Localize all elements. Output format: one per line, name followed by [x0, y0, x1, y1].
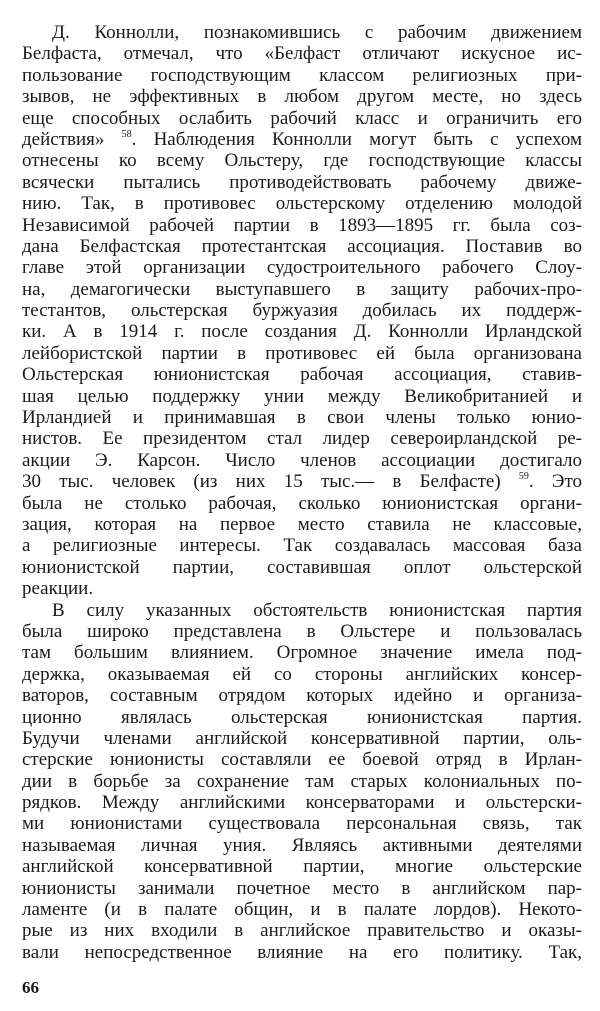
text-line: [22, 749, 582, 770]
text-line: [22, 621, 582, 642]
text-line: [22, 557, 582, 578]
text-line: [22, 878, 582, 899]
text-segment: дии в борьбе за сохранение там старых колониальных по-: [22, 770, 582, 792]
text-segment: юнионисты занимали почетное место в английском пар-: [22, 877, 582, 899]
text-line: [22, 450, 582, 471]
text-segment: стерские юнионисты составляли ее боевой отряд в Ирлан-: [22, 749, 582, 771]
text-line: [22, 685, 582, 706]
text-segment: В силу указанных обстоятельств юнионистская партия: [52, 599, 582, 621]
text-line: [22, 343, 582, 364]
text-line: [22, 835, 582, 856]
text-line: [22, 364, 582, 385]
text-segment: еще способных ослабить рабочий класс и ограничить его: [22, 107, 582, 129]
text-segment: . Наблюдения Коннолли могут быть с успехом: [131, 128, 582, 150]
text-segment: зация, которая на первое место ставила не классовые,: [22, 513, 582, 535]
text-line: [22, 471, 582, 492]
text-segment: вали непосредственное влияние на его политику. Так,: [22, 941, 582, 963]
text-segment: держка, оказываемая ей со стороны английских консер-: [22, 663, 582, 685]
text-segment: Будучи членами английской консервативной партии, оль-: [22, 727, 582, 749]
text-segment: нистов. Ее президентом стал лидер североирландской ре-: [22, 428, 582, 450]
text-segment: ваторов, составным отрядом которых идейно и организа-: [22, 685, 582, 707]
text-line: [22, 899, 582, 920]
text-segment: зывов, не эффективных в любом другом месте, но здесь: [22, 86, 582, 108]
paragraph: [22, 600, 582, 964]
text-line: [22, 514, 582, 535]
text-line: [22, 321, 582, 342]
text-line: [22, 707, 582, 728]
text-segment: дана Белфастская протестантская ассоциация. Поставив во: [22, 235, 582, 257]
text-line: [22, 86, 582, 107]
text-line: [22, 407, 582, 428]
text-segment: шая целью поддержку унии между Великобританией и: [22, 385, 582, 407]
text-segment: реакции.: [22, 578, 94, 600]
text-segment: английской консервативной партии, многие ольстерские: [22, 856, 582, 878]
text-line: [22, 600, 582, 621]
text-segment: Д. Коннолли, познакомившись с рабочим движением: [52, 22, 582, 43]
text-line: [22, 642, 582, 663]
text-line: [22, 813, 582, 834]
text-line: [22, 108, 582, 129]
text-line: [22, 236, 582, 257]
footnote-ref: 59: [518, 471, 529, 483]
text-segment: главе этой организации судостроительного рабочего Слоу-: [22, 257, 582, 279]
text-line: [22, 664, 582, 685]
text-segment: отнесены ко всему Ольстеру, где господствующие классы: [22, 150, 582, 172]
page-number: 66: [22, 978, 39, 997]
text-line: [22, 172, 582, 193]
text-segment: юнионистской партии, составившая оплот ольстерской: [22, 556, 582, 578]
text-segment: пользование господствующим классом религиозных при-: [22, 64, 582, 86]
text-segment: акции Э. Карсон. Число членов ассоциации достигало: [22, 449, 582, 471]
text-segment: ционно являлась ольстерская юнионистская партия.: [22, 706, 582, 728]
text-line: [22, 856, 582, 877]
body-text: [22, 22, 582, 963]
text-segment: рые из них входили в английское правительство и оказы-: [22, 920, 582, 942]
text-segment: там большим влиянием. Огромное значение имела под-: [22, 642, 582, 664]
text-segment: Независимой рабочей партии в 1893—1895 гг. была соз-: [22, 214, 582, 236]
text-line: [22, 792, 582, 813]
text-line: [22, 65, 582, 86]
text-segment: рядков. Между английскими консерваторами и ольстерски-: [22, 792, 582, 814]
text-segment: действия»: [22, 128, 122, 150]
text-segment: 30 тыс. человек (из них 15 тыс.— в Белфасте): [22, 471, 519, 493]
text-segment: лейбористской партии в противовес ей была организована: [22, 342, 582, 364]
text-segment: всячески пытались противодействовать рабочему движе-: [22, 171, 582, 193]
text-line: [22, 578, 582, 599]
text-line: [22, 257, 582, 278]
text-line: [22, 771, 582, 792]
text-line: [22, 279, 582, 300]
text-segment: была широко представлена в Ольстере и пользовалась: [22, 620, 582, 642]
text-line: [22, 129, 582, 150]
text-segment: нию. Так, в противовес ольстерскому отделению молодой: [22, 193, 582, 215]
footnote-ref: 58: [121, 128, 132, 140]
text-segment: называемая личная уния. Являясь активными деятелями: [22, 834, 582, 856]
text-segment: Ольстерская юнионистская рабочая ассоциация, ставив-: [22, 364, 582, 386]
text-segment: тестантов, ольстерская буржуазия добилась их поддерж-: [22, 300, 582, 322]
text-segment: ламенте (и в палате общин, и в палате лордов). Некото-: [22, 899, 582, 921]
text-line: [22, 215, 582, 236]
text-segment: . Это: [528, 471, 582, 493]
text-segment: Белфаста, отмечал, что «Белфаст отличают искусное ис-: [22, 43, 582, 65]
text-line: [22, 728, 582, 749]
text-line: [22, 150, 582, 171]
text-line: [22, 22, 582, 43]
text-segment: ми юнионистами существовала персональная связь, так: [22, 813, 582, 835]
text-segment: на, демагогически выступавшего в защиту рабочих-про-: [22, 278, 582, 300]
text-line: [22, 428, 582, 449]
paragraph: [22, 22, 582, 600]
text-segment: Ирландией и принимавшая в свои члены только юнио-: [22, 407, 582, 429]
text-line: [22, 300, 582, 321]
text-line: [22, 43, 582, 64]
text-line: [22, 493, 582, 514]
text-segment: а религиозные интересы. Так создавалась массовая база: [22, 535, 582, 557]
text-segment: ки. А в 1914 г. после создания Д. Коннолли Ирландской: [22, 321, 582, 343]
text-line: [22, 942, 582, 963]
text-line: [22, 386, 582, 407]
text-line: [22, 920, 582, 941]
text-line: [22, 535, 582, 556]
text-segment: была не столько рабочая, сколько юнионистская органи-: [22, 492, 582, 514]
text-line: [22, 193, 582, 214]
